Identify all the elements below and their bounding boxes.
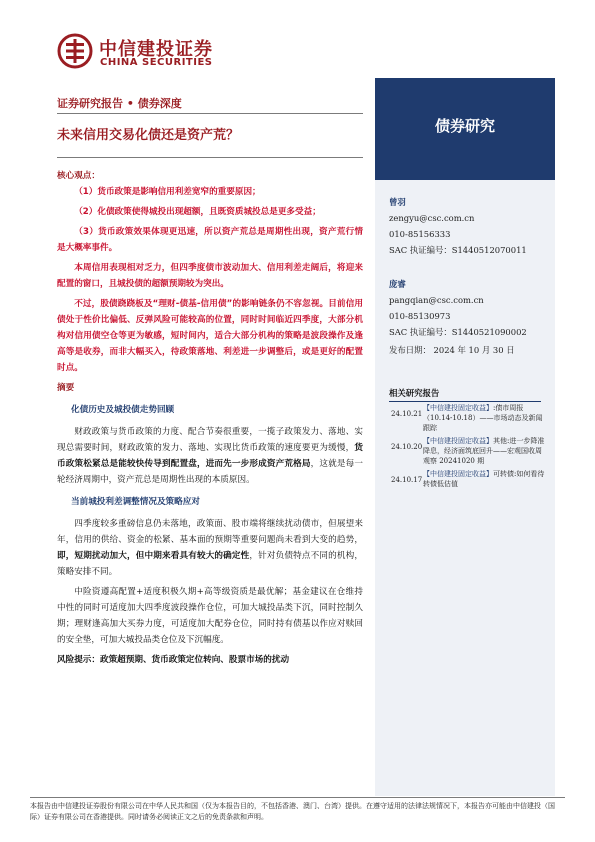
- analyst-1: [389, 194, 549, 258]
- analyst-2-phone: 010-85130973: [389, 311, 451, 321]
- summary-paragraph-2-text: 四季度较多重磅信息仍未落地，政策面、股市端将继续扰动债市，但展望来年，信用的供给、资金的松紧、基本面的预期等重要问题尚未看到大变的趋势，: [57, 519, 363, 545]
- summary-paragraph-2: [57, 516, 363, 580]
- sidebar: [375, 78, 555, 796]
- analyst-2-email[interactable]: pangqian@csc.com.cn: [389, 295, 484, 305]
- header-divider: [57, 113, 363, 114]
- related-report-tag: 【中信建投固定收益】: [423, 404, 493, 412]
- subheading-history-text: 化债历史及城投债走势回顾: [71, 405, 175, 415]
- related-report-item[interactable]: [389, 436, 549, 469]
- related-report-item[interactable]: [389, 469, 549, 502]
- core-paragraph-2: 不过，股债跷跷板及“理财-债基-信用债”的影响链条仍不容忽视。目前信用债处于性价比偏低、反弹风险可能较高的位置，同时时间临近四季度，大部分机构对信用债空仓等更为敏感，短时间内，适合大部分机构的策略是波段操作及逢高等是收券，而非大幅买入，待政策落地、利差进一步调整后，或是更好的配置时点。: [57, 299, 363, 373]
- footer-divider: [30, 797, 565, 798]
- title-divider: [57, 157, 363, 158]
- related-report-text: :债市周报（10.14-10.18）——市场动态及新闻跟踪: [423, 404, 543, 432]
- main-content: [57, 168, 363, 668]
- summary-paragraph-1-tail: ，这就是每一轮经济周期中，资产荒总是周期性出现的本质原因。: [57, 459, 363, 485]
- csc-logo-icon: [57, 33, 93, 69]
- related-report-text: 其他:进一步降准降息，经济面筑底回升——宏观国收周观察 20241020 期: [423, 437, 545, 465]
- risk-warning: [57, 652, 363, 668]
- related-report-date: 24.10.20: [391, 443, 423, 451]
- summary-paragraph-1-bold: 货币政策松紧总是能较快传导到配置盘，进而先一步形成资产荒格局: [57, 443, 363, 469]
- related-report-tag: 【中信建投固定收益】: [423, 437, 493, 445]
- related-report-date: 24.10.21: [391, 410, 423, 418]
- related-reports-heading: 相关研究报告: [389, 387, 541, 402]
- report-title: 未来信用交易化债还是资产荒？: [57, 128, 240, 143]
- related-report-tag: 【中信建投固定收益】: [423, 470, 493, 478]
- subheading-history: [57, 402, 363, 418]
- sidebar-banner-title: 债券研究: [434, 117, 495, 135]
- publish-date: 发布日期： 2024 年 10 月 30 日: [389, 345, 515, 355]
- sidebar-banner: [375, 78, 555, 180]
- summary-heading: 摘要: [57, 383, 75, 393]
- logo-english-name: CHINA SECURITIES: [100, 57, 213, 68]
- subheading-strategy: [57, 494, 363, 510]
- analyst-2-name: 庞睿: [389, 279, 406, 289]
- company-logo: [57, 33, 257, 73]
- report-category: 证券研究报告 • 债券深度: [57, 97, 182, 110]
- summary-paragraph-1: [57, 424, 363, 488]
- analyst-1-phone: 010-85156333: [389, 229, 451, 239]
- analyst-1-name: 曾羽: [389, 197, 406, 207]
- analyst-2-sac: SAC 执证编号：S1440521090002: [389, 327, 527, 337]
- core-point-2: （2）化债政策使得城投出现超额，且既资质城投总是更多受益；: [74, 207, 321, 217]
- core-point-1: （1）货币政策是影响信用利差宽窄的重要原因；: [74, 187, 261, 197]
- related-report-item[interactable]: [389, 403, 549, 436]
- risk-text: 政策超预期、货币政策定位转向、股票市场的扰动: [99, 655, 290, 665]
- related-report-title: [423, 403, 547, 433]
- analyst-1-email[interactable]: zengyu@csc.com.cn: [389, 213, 475, 223]
- summary-paragraph-1-text: 财政政策与货币政策的力度、配合节奏很重要，一揽子政策发力、落地、实现总需要时间，财政政策的发力、落地、实现比货币政策的速度要更为缓慢，: [57, 427, 363, 453]
- footer-disclaimer: 本报告由中信建投证券股份有限公司在中华人民共和国（仅为本报告目的，不包括香港、澳门、台湾）提供。在遵守适用的法律法规情况下，本报告亦可能由中信建投（国际）证券有限公司在香港提供。同时请务必阅读正文之后的免责条款和声明。: [30, 802, 555, 821]
- summary-paragraph-2-bold: 即，短期扰动加大，但中期来看具有较大的确定性: [57, 551, 250, 561]
- related-report-date: 24.10.17: [391, 476, 423, 484]
- related-report-text: 可转债:如何看待转债低估值: [423, 470, 545, 488]
- core-heading: 核心观点：: [57, 171, 100, 181]
- related-report-title: [423, 469, 547, 489]
- logo-chinese-name: 中信建投证券: [99, 39, 213, 60]
- analyst-1-sac: SAC 执证编号：S1440512070011: [389, 245, 527, 255]
- risk-label: 风险提示：: [57, 655, 100, 665]
- summary-paragraph-2-tail: ，针对负债特点不同的机构，策略安排不同。: [57, 551, 363, 577]
- subheading-strategy-text: 当前城投利差调整情况及策略应对: [71, 497, 200, 507]
- related-report-title: [423, 436, 547, 466]
- analyst-2: [389, 276, 549, 340]
- core-paragraph-1: 本周信用表现相对乏力，但四季度债市波动加大、信用利差走阔后，将迎来配置的窗口，且城投债的超额预期较为突出。: [57, 263, 363, 289]
- related-reports-list: [389, 403, 549, 502]
- summary-paragraph-3: 中险资遵高配置+适度积极久期+高等级资质是最优解；基金建议在仓维持中性的同时可适度加大四季度波段操作仓位，可加大城投品类下沉，同时控制久期；理财逢高加大买券力度，可适度加大配券仓位，同时持有债基以作应对赎回的安全垫，可加大城投品类仓位及下沉幅度。: [57, 587, 363, 645]
- core-point-3: （3）货币政策效果体现更迅速，所以资产荒总是周期性出现，资产荒行情是大概率事件。: [57, 227, 363, 253]
